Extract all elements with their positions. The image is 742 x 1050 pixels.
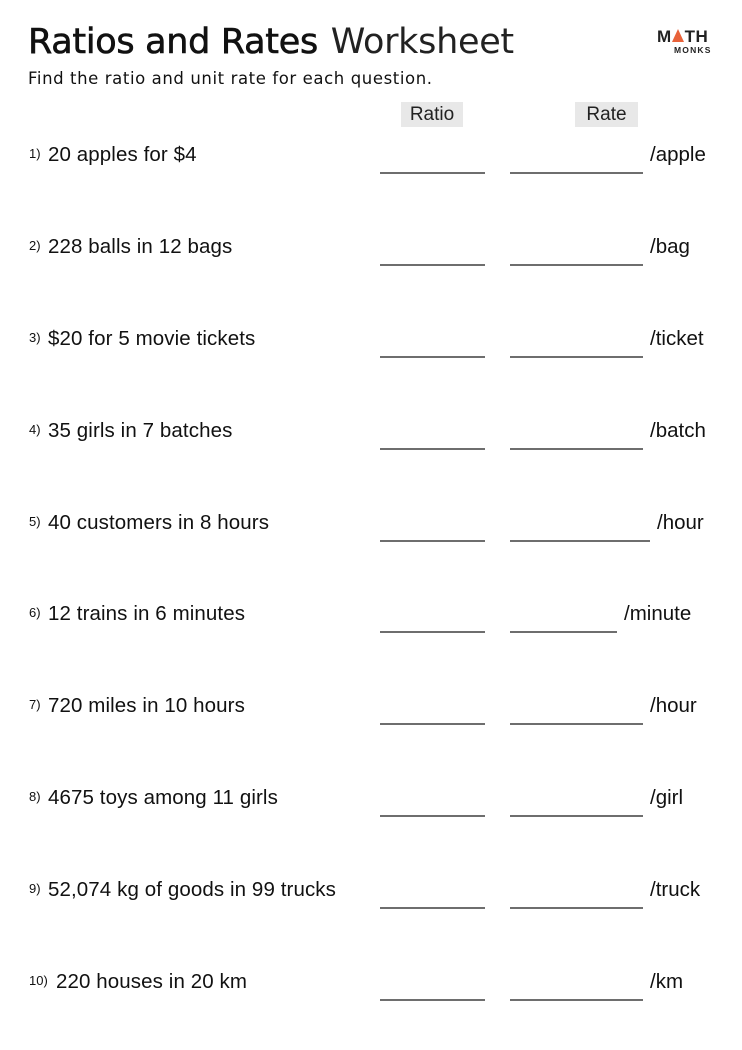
question-row (0, 786, 742, 819)
rate-answer-blank[interactable] (510, 540, 650, 542)
ratio-answer-blank[interactable] (380, 356, 485, 358)
logo-letter-m: M (657, 27, 672, 46)
worksheet-title (28, 22, 514, 62)
rate-answer-blank[interactable] (510, 723, 643, 725)
ratio-answer-blank[interactable] (380, 172, 485, 174)
rate-unit: /bag (650, 235, 690, 258)
rate-unit: /hour (657, 511, 704, 534)
question-row (0, 143, 742, 176)
question-number: 5) (29, 514, 41, 529)
rate-unit: /batch (650, 419, 706, 442)
triangle-icon (672, 29, 684, 42)
rate-answer-blank[interactable] (510, 264, 643, 266)
question-text: 220 houses in 20 km (56, 970, 248, 993)
question-text: 52,074 kg of goods in 99 trucks (48, 878, 337, 901)
rate-answer-blank[interactable] (510, 448, 643, 450)
ratio-answer-blank[interactable] (380, 907, 485, 909)
rate-unit: /hour (650, 694, 697, 717)
logo-wordmark (657, 28, 717, 45)
question-row (0, 235, 742, 268)
ratio-answer-blank[interactable] (380, 448, 485, 450)
ratio-answer-blank[interactable] (380, 264, 485, 266)
rate-answer-blank[interactable] (510, 907, 643, 909)
ratio-answer-blank[interactable] (380, 723, 485, 725)
question-number: 3) (29, 330, 41, 345)
rate-unit: /girl (650, 786, 684, 809)
rate-answer-blank[interactable] (510, 356, 643, 358)
question-row (0, 694, 742, 727)
question-number: 2) (29, 238, 41, 253)
rate-answer-blank[interactable] (510, 172, 643, 174)
question-text: 12 trains in 6 minutes (48, 602, 246, 625)
title-suffix: Worksheet (330, 22, 514, 62)
question-text: 35 girls in 7 batches (48, 419, 233, 442)
question-text: 20 apples for $4 (48, 143, 197, 166)
question-number: 7) (29, 697, 41, 712)
question-text: 228 balls in 12 bags (48, 235, 233, 258)
rate-column-header: Rate (575, 102, 638, 127)
question-number: 10) (29, 973, 48, 988)
rate-answer-blank[interactable] (510, 631, 617, 633)
rate-unit: /ticket (650, 327, 704, 350)
ratio-answer-blank[interactable] (380, 815, 485, 817)
math-monks-logo (657, 28, 717, 56)
question-text: $20 for 5 movie tickets (48, 327, 256, 350)
ratio-answer-blank[interactable] (380, 631, 485, 633)
question-text: 4675 toys among 11 girls (48, 786, 278, 809)
rate-unit: /truck (650, 878, 701, 901)
rate-unit: /minute (624, 602, 692, 625)
question-text: 720 miles in 10 hours (48, 694, 245, 717)
ratio-answer-blank[interactable] (380, 540, 485, 542)
ratio-answer-blank[interactable] (380, 999, 485, 1001)
logo-letters-th: TH (684, 27, 709, 46)
question-row (0, 511, 742, 544)
question-number: 1) (29, 146, 41, 161)
title-main: Ratios and Rates (28, 22, 318, 62)
question-number: 6) (29, 605, 41, 620)
question-text: 40 customers in 8 hours (48, 511, 270, 534)
ratio-column-header: Ratio (401, 102, 463, 127)
question-row (0, 327, 742, 360)
logo-monks: MONKS (674, 45, 712, 55)
question-row (0, 970, 742, 1003)
question-row (0, 419, 742, 452)
question-number: 9) (29, 881, 41, 896)
rate-answer-blank[interactable] (510, 999, 643, 1001)
rate-answer-blank[interactable] (510, 815, 643, 817)
question-number: 4) (29, 422, 41, 437)
question-row (0, 602, 742, 635)
rate-unit: /km (650, 970, 684, 993)
question-number: 8) (29, 789, 41, 804)
instructions: Find the ratio and unit rate for each question. (28, 69, 433, 88)
rate-unit: /apple (650, 143, 706, 166)
question-row (0, 878, 742, 911)
